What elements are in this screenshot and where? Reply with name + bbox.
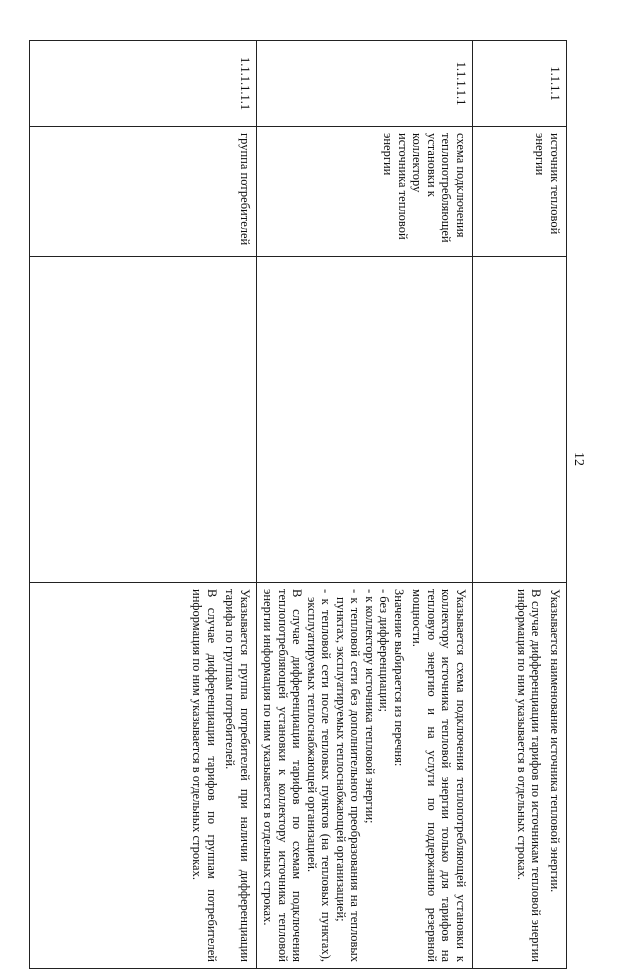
page-number: 12 — [571, 452, 586, 466]
row-name: схема подключения теплопотребляющей установки к коллектору источника тепловой энергии — [257, 127, 473, 257]
list-item: - к коллектору источника тепловой энергии; — [363, 589, 377, 824]
row-code: 1.1.1.1 — [473, 41, 567, 127]
list-item: - к тепловой сети после тепловых пунктов (на тепловых пунктах), эксплуатируемых теплоснабжающей организацией. — [305, 589, 334, 962]
rotated-table-wrapper — [90, 40, 567, 962]
row-description — [30, 583, 257, 969]
description-paragraph: Указывается наименование источника тепловой энергии. — [548, 589, 562, 893]
empty-cell — [473, 257, 567, 583]
description-paragraph: Указывается группа потребителей при наличии дифференциации тарифа по группам потребителей. — [223, 589, 252, 962]
table-row — [257, 41, 473, 969]
empty-cell — [30, 257, 257, 583]
description-paragraph: Значение выбирается из перечня: — [392, 589, 406, 767]
row-code: 1.1.1.1.1 — [257, 41, 473, 127]
description-paragraph: В случае дифференциации тарифов по группам потребителей информация по ним указывается в отдельных строках. — [190, 589, 219, 962]
description-paragraph: В случае дифференциации тарифов по схемам подключения теплопотребляющей установки к коллектору источника тепловой энергии информация по ним указывается в отдельных строках. — [261, 589, 305, 962]
description-paragraph: В случае дифференциации тарифов по источникам тепловой энергии информация по ним указывается в отдельных строках. — [515, 589, 544, 962]
requirements-table — [29, 40, 567, 969]
list-item: - к тепловой сети без дополнительного преобразования на тепловых пунктах, эксплуатируемых теплоснабжающей организацией; — [334, 589, 363, 962]
list-item: - без дифференциации; — [377, 589, 392, 712]
row-code: 1.1.1.1.1.1 — [30, 41, 257, 127]
row-name: группа потребителей — [30, 127, 257, 257]
row-name: источник тепловой энергии — [473, 127, 567, 257]
row-description — [473, 583, 567, 969]
empty-cell — [257, 257, 473, 583]
table-row — [30, 41, 257, 969]
table-row — [473, 41, 567, 969]
description-paragraph: Указывается схема подключения теплопотребляющей установки к коллектору источника тепловой энергии только для тарифов на тепловую энергию и на услуги по поддержанию резервной мощности. — [410, 589, 468, 962]
row-description — [257, 583, 473, 969]
